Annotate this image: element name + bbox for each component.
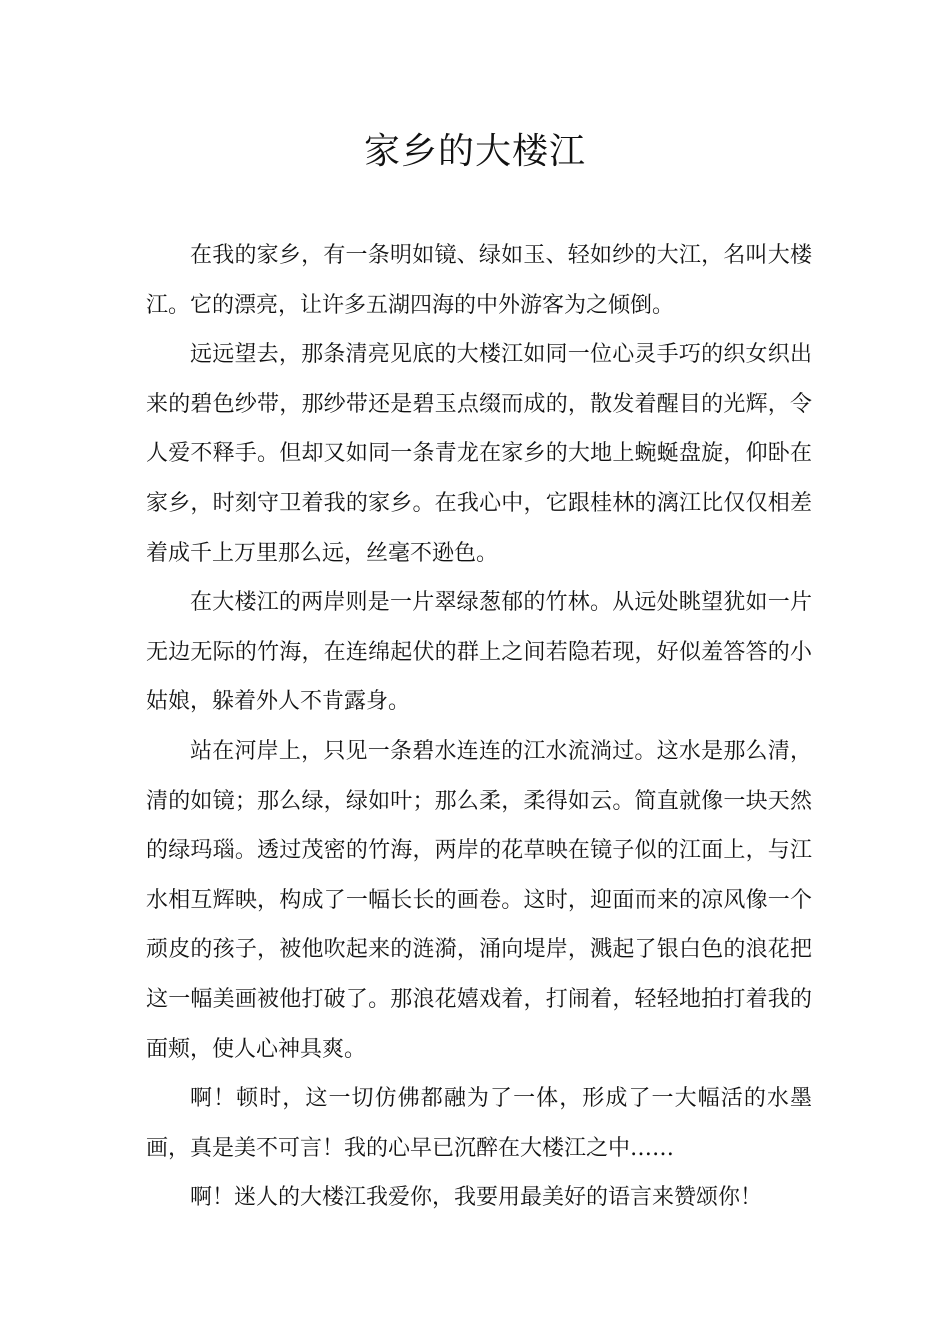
paragraph-1: 在我的家乡，有一条明如镜、绿如玉、轻如纱的大江，名叫大楼江。它的漂亮，让许多五湖四海的中外游客为之倾倒。 (146, 243, 812, 318)
paragraph-6: 啊！迷人的大楼江我爱你，我要用最美好的语言来赞颂你！ (190, 1185, 763, 1211)
paragraph-4: 站在河岸上，只见一条碧水连连的江水流淌过。这水是那么清，清的如镜；那么绿，绿如叶；那么柔，柔得如云。简直就像一块天然的绿玛瑙。透过茂密的竹海，两岸的花草映在镜子似的江面上，与江水相互辉映，构成了一幅长长的画卷。这时，迎面而来的凉风像一个顽皮的孩子，被他吹起来的涟漪，涌向堤岸，溅起了银白色的浪花把这一幅美画被他打破了。那浪花嬉戏着，打闹着，轻轻地拍打着我的面颊，使人心神具爽。 (146, 738, 812, 1062)
document-body (146, 231, 812, 1223)
paragraph-2: 远远望去，那条清亮见底的大楼江如同一位心灵手巧的织女织出来的碧色纱带，那纱带还是碧玉点缀而成的，散发着醒目的光辉，令人爱不释手。但却又如同一条青龙在家乡的大地上蜿蜒盘旋，仰卧在家乡，时刻守卫着我的家乡。在我心中，它跟桂林的漓江比仅仅相差着成千上万里那么远，丝毫不逊色。 (146, 342, 812, 566)
paragraph-3: 在大楼江的两岸则是一片翠绿葱郁的竹林。从远处眺望犹如一片无边无际的竹海，在连绵起伏的群上之间若隐若现，好似羞答答的小姑娘，躲着外人不肯露身。 (146, 590, 812, 715)
paragraph-5: 啊！顿时，这一切仿佛都融为了一体，形成了一大幅活的水墨画，真是美不可言！我的心早已沉醉在大楼江之中…… (146, 1086, 812, 1161)
document-title: 家乡的大楼江 (363, 131, 586, 172)
